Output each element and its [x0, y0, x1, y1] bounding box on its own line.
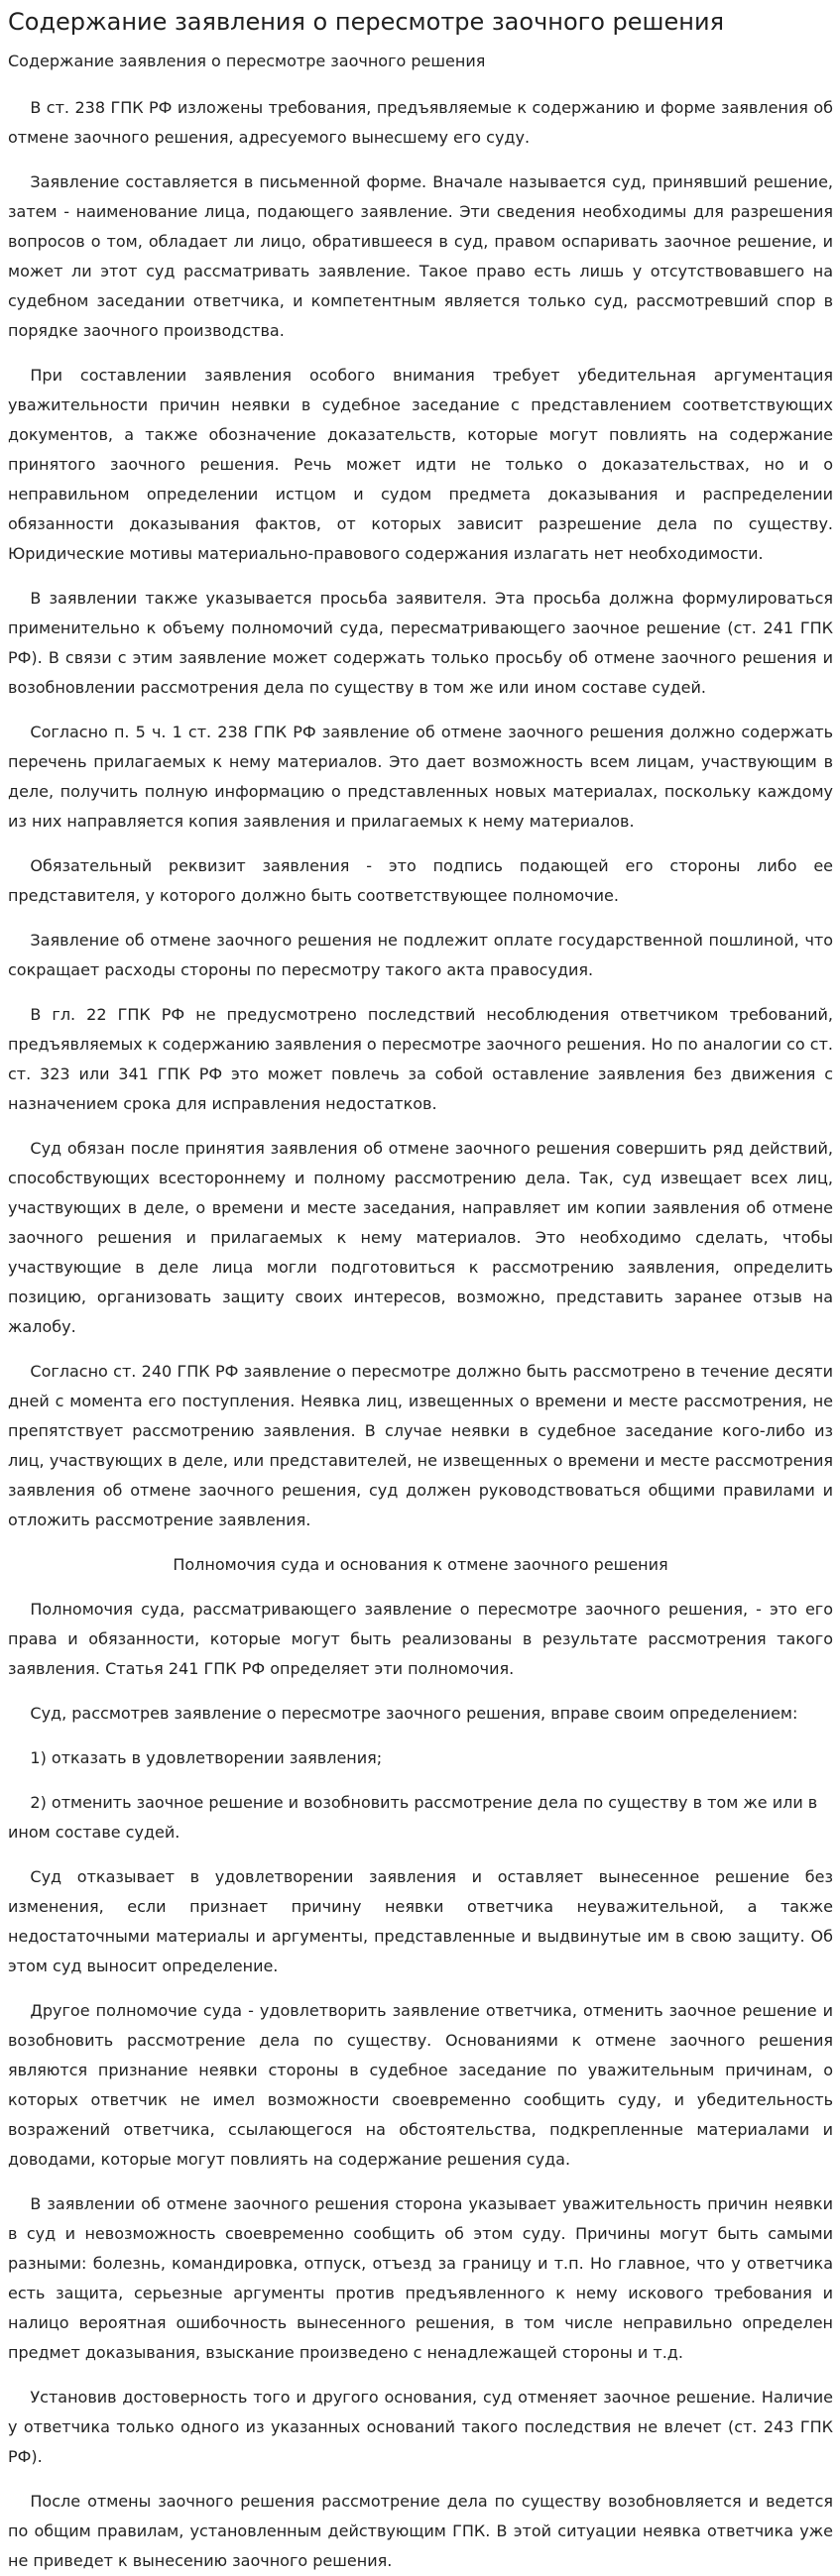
article-subtitle: Содержание заявления о пересмотре заочного решения — [8, 52, 486, 70]
paragraph: Суд отказывает в удовлетворении заявления и оставляет вынесенное решение без изменения, если признает причину неявки ответчика неуважительной, а также недостаточными материалы и аргументы, представленные и выдвинутые им в свою защиту. Об этом суд выносит определение. — [8, 1867, 833, 1975]
paragraph: Согласно ст. 240 ГПК РФ заявление о пересмотре должно быть рассмотрено в течение десяти дней с момента его поступления. Неявка лиц, извещенных о времени и месте рассмотрения, не препятствует рассмотрению заявления. В случае неявки в судебное заседание кого-либо из лиц, участвующих в деле, или представителей, не извещенных о времени и месте рассмотрения заявления об отмене заочного решения, суд должен руководствоваться общими правилами и отложить рассмотрение заявления. — [8, 1362, 833, 1529]
paragraph: Заявление составляется в письменной форме. Вначале называется суд, принявший решение, затем - наименование лица, подающего заявление. Эти сведения необходимы для разрешения вопросов о том, обладает ли лицо, обратившееся в суд, правом оспаривать заочное решение, и может ли этот суд рассматривать заявление. Такое право есть лишь у отсутствовавшего на судебном заседании ответчика, и компетентным является только суд, рассмотревший спор в порядке заочного производства. — [8, 172, 833, 340]
paragraph: В ст. 238 ГПК РФ изложены требования, предъявляемые к содержанию и форме заявления об отмене заочного решения, адресуемого вынесшему его суду. — [8, 98, 833, 147]
paragraph: Суд, рассмотрев заявление о пересмотре заочного решения, вправе своим определением: — [30, 1704, 798, 1723]
paragraph: После отмены заочного решения рассмотрение дела по существу возобновляется и ведется по общим правилам, установленным действующим ГПК. В этой ситуации неявка ответчика уже не приведет к вынесению заочного решения. — [8, 2492, 833, 2570]
paragraph: В заявлении об отмене заочного решения сторона указывает уважительность причин неявки в суд и невозможность своевременно сообщить об этом суду. Причины могут быть самыми разными: болезнь, командировка, отпуск, отъезд за границу и т.п. Но главное, что у ответчика есть защита, серьезные аргументы против предъявленного к нему искового требования и налицо вероятная ошибочность вынесенного решения, в том числе неправильно определен предмет доказывания, взыскание произведено с ненадлежащей стороны и т.д. — [8, 2194, 833, 2362]
paragraph: Обязательный реквизит заявления - это подпись подающей его стороны либо ее представителя, у которого должно быть соответствующее полномочие. — [8, 856, 833, 905]
page-title: Содержание заявления о пересмотре заочного решения — [8, 8, 725, 36]
paragraph: В гл. 22 ГПК РФ не предусмотрено последствий несоблюдения ответчиком требований, предъявляемых к содержанию заявления о пересмотре заочного решения. Но по аналогии со ст. ст. 323 или 341 ГПК РФ это может повлечь за собой оставление заявления без движения с назначением срока для исправления недостатков. — [8, 1005, 833, 1113]
paragraph: Согласно п. 5 ч. 1 ст. 238 ГПК РФ заявление об отмене заочного решения должно содержать перечень прилагаемых к нему материалов. Это дает возможность всем лицам, участвующим в деле, получить полную информацию о представленных новых материалах, поскольку каждому из них направляется копия заявления и прилагаемых к нему материалов. — [8, 723, 833, 831]
paragraph: Другое полномочие суда - удовлетворить заявление ответчика, отменить заочное решение и возобновить рассмотрение дела по существу. Основаниями к отмене заочного решения являются признание неявки стороны в судебное заседание по уважительным причинам, о которых ответчик не имел возможности своевременно сообщить суду, и убедительность возражений ответчика, ссылающегося на обстоятельства, подкрепленные материалами и доводами, которые могут повлиять на содержание решения суда. — [8, 2001, 833, 2169]
paragraph: При составлении заявления особого внимания требует убедительная аргументация уважительности причин неявки в судебное заседание с представлением соответствующих документов, а также обозначение доказательств, которые могут повлиять на содержание принятого заочного решения. Речь может идти не только о доказательствах, но и о неправильном определении истцом и судом предмета доказывания и распределении обязанности доказывания фактов, от которых зависит разрешение дела по существу. Юридические мотивы материально-правового содержания излагать нет необходимости. — [8, 366, 833, 563]
paragraph: В заявлении также указывается просьба заявителя. Эта просьба должна формулироваться применительно к объему полномочий суда, пересматривающего заочное решение (ст. 241 ГПК РФ). В связи с этим заявление может содержать только просьбу об отмене заочного решения и возобновлении рассмотрения дела по существу в том же или ином составе судей. — [8, 589, 833, 697]
paragraph: Суд обязан после принятия заявления об отмене заочного решения совершить ряд действий, способствующих всестороннему и полному рассмотрению дела. Так, суд извещает всех лиц, участвующих в деле, о времени и месте заседания, направляет им копии заявления об отмене заочного решения и прилагаемых к нему материалов. Это необходимо сделать, чтобы участвующие в деле лица могли подготовиться к рассмотрению заявления, определить позицию, организовать защиту своих интересов, возможно, представить заранее отзыв на жалобу. — [8, 1139, 833, 1336]
paragraph: Заявление об отмене заочного решения не подлежит оплате государственной пошлиной, что сокращает расходы стороны по пересмотру такого акта правосудия. — [8, 931, 833, 979]
section-heading: Полномочия суда и основания к отмене заочного решения — [173, 1555, 668, 1574]
article-body — [8, 93, 833, 2576]
paragraph: Установив достоверность того и другого основания, суд отменяет заочное решение. Наличие у ответчика только одного из указанных оснований такого последствия не влечет (ст. 243 ГПК РФ). — [8, 2388, 833, 2466]
list-item: 1) отказать в удовлетворении заявления; — [30, 1748, 383, 1767]
list-item: 2) отменить заочное решение и возобновить рассмотрение дела по существу в том же или в ином составе судей. — [8, 1793, 818, 1842]
paragraph: Полномочия суда, рассматривающего заявление о пересмотре заочного решения, - это его права и обязанности, которые могут быть реализованы в результате рассмотрения такого заявления. Статья 241 ГПК РФ определяет эти полномочия. — [8, 1600, 833, 1678]
